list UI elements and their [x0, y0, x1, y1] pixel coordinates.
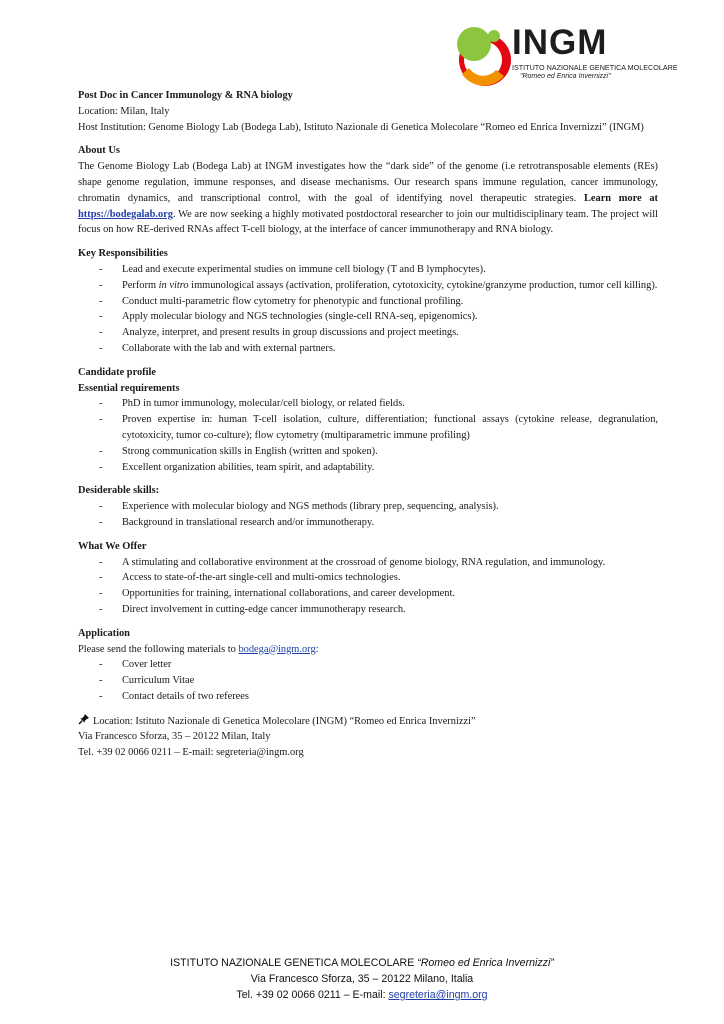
list-item: - Curriculum Vitae [78, 673, 658, 689]
logo-institute-subtitle: "Romeo ed Enrica Invernizzi" [520, 73, 611, 80]
responsibilities-list [78, 262, 658, 357]
desirable-heading: Desiderable skills: [78, 485, 160, 497]
footer-address: Via Francesco Sforza, 35 – 20122 Milano, Italia [250, 973, 474, 985]
host-institution: Host Institution: Genome Biology Lab (Bodega Lab), Istituto Nazionale di Genetica Molecolare “Romeo ed Enrica Invernizzi” (INGM) [78, 121, 644, 133]
about-heading: About Us [78, 145, 120, 157]
list-item: - Apply molecular biology and NGS technologies (single-cell RNA-seq, epigenomics). [78, 309, 658, 325]
list-item: - Opportunities for training, international collaborations, and career development. [78, 586, 658, 602]
footer-institute-subtitle: “Romeo ed Enrica Invernizzi” [417, 957, 554, 969]
desirable-list [78, 499, 658, 531]
contact-location [78, 713, 658, 730]
bodegalab-link[interactable]: https://bodegalab.org [78, 208, 173, 220]
application-intro [78, 642, 658, 658]
about-text-part2: . We are now seeking a highly motivated postdoctoral researcher to join our multidisciplinary team. The project will focus on how RE-derived RNAs affect T-cell biology, at the interface of cancer immunotherapy and RNA biology. [78, 208, 658, 236]
footer-phone-text: Tel. +39 02 0066 0211 – E-mail: [236, 989, 386, 1001]
footer-institute-name: ISTITUTO NAZIONALE GENETICA MOLECOLARE [170, 957, 415, 969]
page-title: Post Doc in Cancer Immunology & RNA biology [78, 90, 293, 101]
list-item: - Collaborate with the lab and with external partners. [78, 341, 658, 357]
pushpin-icon [78, 713, 90, 725]
list-item: - Background in translational research and/or immunotherapy. [78, 515, 658, 531]
responsibilities-heading: Key Responsibilities [78, 248, 168, 260]
list-item: - Analyze, interpret, and present results in group discussions and project meetings. [78, 325, 658, 341]
list-item-text: immunological assays (activation, proliferation, cytotoxicity, cytokine/granzyme production, tumor cell killing). [188, 279, 658, 291]
application-email-link[interactable]: bodega@ingm.org [238, 643, 316, 655]
requirements-list [78, 396, 658, 475]
list-item: - Excellent organization abilities, team spirit, and adaptability. [78, 460, 658, 476]
learn-more-label: Learn more at [583, 192, 659, 204]
list-item [78, 278, 658, 294]
offer-heading: What We Offer [78, 540, 147, 552]
footer-line-contact [0, 987, 724, 1003]
list-item: - PhD in tumor immunology, molecular/cell biology, or related fields. [78, 396, 658, 412]
candidate-heading: Candidate profile [78, 366, 157, 378]
list-item: - Proven expertise in: human T-cell isolation, culture, differentiation; functional assays (cytokine release, degranulation, cytotoxicity, tumor co-culture); flow cytometry (multiparametric immune profiling) [78, 412, 658, 444]
offer-list [78, 555, 658, 618]
application-intro-text: Please send the following materials to [78, 643, 236, 655]
list-item: - A stimulating and collaborative environment at the crossroad of genome biology, RNA regulation, and immunology. [78, 555, 658, 571]
application-heading: Application [78, 627, 130, 639]
list-item: - Lead and execute experimental studies on immune cell biology (T and B lymphocytes). [78, 262, 658, 278]
list-item: - Cover letter [78, 657, 658, 673]
list-item-text: Perform [122, 279, 159, 291]
ingm-logo-mark-icon [452, 22, 512, 92]
list-item-emphasis: in vitro [158, 279, 189, 291]
about-text-part1: The Genome Biology Lab (Bodega Lab) at INGM investigates how the “dark side” of the genome (i.e retrotransposable elements (REs) shape genome regulation, immune responses, and disease mechanisms. Our research spans immune regulation, cancer immunology, chromatin dynamics, and transcriptional control, with the goal of identifying novel therapeutic strategies. [78, 161, 658, 204]
about-text [78, 159, 658, 238]
footer-email-link[interactable]: segreteria@ingm.org [388, 989, 488, 1001]
essential-requirements-heading: Essential requirements [78, 382, 180, 394]
application-intro-suffix: : [315, 643, 319, 655]
contact-address: Via Francesco Sforza, 35 – 20122 Milan, Italy [78, 731, 271, 743]
list-item: - Strong communication skills in English (written and spoken). [78, 444, 658, 460]
list-item: - Access to state-of-the-art single-cell and multi-omics technologies. [78, 570, 658, 586]
footer-line-institute [0, 955, 724, 971]
logo-brand: INGM [512, 23, 608, 62]
job-posting [78, 88, 658, 761]
location-line: Location: Milan, Italy [78, 105, 170, 117]
list-item: - Conduct multi-parametric flow cytometry for phenotypic and functional profiling. [78, 294, 658, 310]
contact-location-text: Location: Istituto Nazionale di Genetica Molecolare (INGM) “Romeo ed Enrica Invernizzi” [93, 715, 476, 727]
contact-phone-email: Tel. +39 02 0066 0211 – E-mail: segreteria@ingm.org [78, 747, 304, 759]
list-item: - Direct involvement in cutting-edge cancer immunotherapy research. [78, 602, 658, 618]
ingm-logo [452, 22, 692, 92]
list-item: - Contact details of two referees [78, 689, 658, 705]
list-item: - Experience with molecular biology and NGS methods (library prep, sequencing, analysis). [78, 499, 658, 515]
page-footer [0, 955, 724, 1003]
application-materials-list [78, 657, 658, 704]
logo-institute-name: ISTITUTO NAZIONALE GENETICA MOLECOLARE [512, 63, 678, 72]
